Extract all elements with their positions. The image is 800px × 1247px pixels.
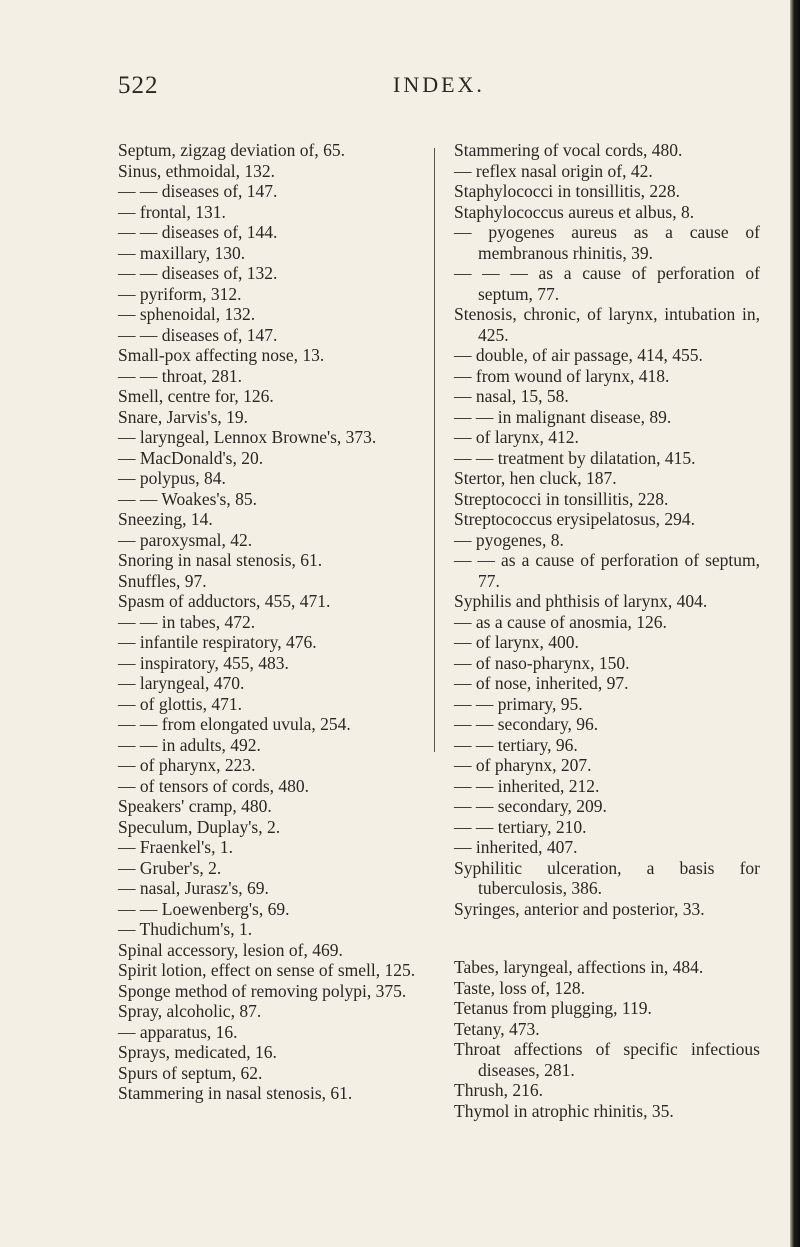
index-entry: Syphilitic ulceration, a basis for tuberculosis, 386.: [454, 857, 760, 898]
index-entry: — — diseases of, 147.: [118, 181, 278, 201]
page-number: 522: [118, 72, 159, 99]
index-entry: Sprays, medicated, 16.: [118, 1042, 277, 1062]
index-entry: — — diseases of, 147.: [118, 324, 278, 345]
index-entry: — of naso-pharynx, 150.: [454, 652, 630, 673]
index-entry: — polypus, 84.: [118, 468, 226, 488]
index-entry: Staphylococcus aureus et albus, 8.: [454, 201, 695, 222]
index-entry: Smell, centre for, 126.: [118, 386, 274, 406]
index-entry: Syphilis and phthisis of larynx, 404.: [454, 591, 708, 611]
index-entry: — infantile respiratory, 476.: [118, 632, 317, 652]
index-entry: — MacDonald's, 20.: [118, 447, 264, 468]
index-entry: — maxillary, 130.: [118, 242, 246, 263]
index-entry: — — as a cause of perforation of septum, 77.: [454, 550, 760, 591]
index-entry: Snuffles, 97.: [118, 570, 207, 591]
index-entry: — — inherited, 212.: [454, 775, 600, 796]
index-entry: — inspiratory, 455, 483.: [118, 652, 289, 673]
index-entry: — — secondary, 96.: [454, 714, 599, 734]
section-gap: [454, 919, 760, 957]
index-entry: Stertor, hen cluck, 187.: [454, 468, 617, 488]
index-entry: — pyogenes, 8.: [454, 529, 564, 550]
index-entry: Sponge method of removing polypi, 375.: [118, 980, 407, 1001]
index-entry: — — throat, 281.: [118, 365, 242, 386]
index-entry: — of pharynx, 207.: [454, 755, 592, 775]
index-entry: Septum, zigzag deviation of, 65.: [118, 140, 345, 160]
index-entry: — pyriform, 312.: [118, 283, 242, 304]
index-entry: Sinus, ethmoidal, 132.: [118, 160, 276, 181]
index-entry: — — tertiary, 210.: [454, 816, 587, 837]
page-header: [118, 72, 718, 112]
index-entry: Tetanus from plugging, 119.: [454, 998, 652, 1018]
index-entry: — laryngeal, 470.: [118, 673, 245, 693]
index-entry: Spasm of adductors, 455, 471.: [118, 591, 331, 611]
index-entry: — paroxysmal, 42.: [118, 529, 253, 550]
index-entry: Sneezing, 14.: [118, 509, 213, 529]
index-entry: — sphenoidal, 132.: [118, 304, 256, 324]
index-entry: — of larynx, 412.: [454, 427, 579, 447]
index-entry: — pyogenes aureus as a cause of membranous rhinitis, 39.: [454, 222, 760, 263]
index-entry: Snoring in nasal stenosis, 61.: [118, 550, 323, 570]
index-entry: Stammering in nasal stenosis, 61.: [118, 1083, 353, 1103]
index-entry: — apparatus, 16.: [118, 1021, 238, 1042]
index-entry: — — in adults, 492.: [118, 734, 261, 755]
index-entry: — — from elongated uvula, 254.: [118, 714, 351, 734]
index-entry: Stammering of vocal cords, 480.: [454, 140, 683, 160]
index-entry: — of nose, inherited, 97.: [454, 673, 629, 693]
index-entry: — Thudichum's, 1.: [118, 919, 253, 939]
index-entry: — of glottis, 471.: [118, 693, 242, 714]
running-title: INDEX.: [393, 72, 485, 97]
index-column-right: [454, 140, 760, 1121]
index-entry: Staphylococci in tonsillitis, 228.: [454, 181, 681, 201]
index-entry: Speakers' cramp, 480.: [118, 796, 272, 816]
index-entry: Syringes, anterior and posterior, 33.: [454, 898, 705, 919]
column-divider: [434, 148, 435, 752]
index-entry: — of larynx, 400.: [454, 632, 579, 652]
index-entry: Thrush, 216.: [454, 1080, 543, 1100]
index-entry: — from wound of larynx, 418.: [454, 365, 670, 386]
index-entry: — frontal, 131.: [118, 201, 226, 222]
index-entry: Throat affections of specific infectious diseases, 281.: [454, 1039, 760, 1080]
index-entry: — — diseases of, 132.: [118, 263, 278, 283]
index-entry: Taste, loss of, 128.: [454, 977, 585, 998]
index-entry: Small-pox affecting nose, 13.: [118, 345, 325, 365]
index-entry: — nasal, Jurasz's, 69.: [118, 878, 269, 898]
index-entry: — of tensors of cords, 480.: [118, 775, 310, 796]
index-entry: — — secondary, 209.: [454, 796, 607, 816]
index-entry: Tetany, 473.: [454, 1018, 540, 1039]
index-entry: — reflex nasal origin of, 42.: [454, 160, 653, 181]
index-entry: Streptococcus erysipelatosus, 294.: [454, 509, 696, 529]
index-entry: Spirit lotion, effect on sense of smell, 125.: [118, 960, 416, 980]
index-entry: — — tertiary, 96.: [454, 734, 578, 755]
index-entry: Tabes, laryngeal, affections in, 484.: [454, 957, 704, 977]
index-entry: Streptococci in tonsillitis, 228.: [454, 488, 669, 509]
index-entry: — — in malignant disease, 89.: [454, 406, 672, 427]
index-entry: — — Loewenberg's, 69.: [118, 898, 290, 919]
index-entry: — — treatment by dilatation, 415.: [454, 447, 696, 468]
index-entry: Stenosis, chronic, of larynx, intubation in, 425.: [454, 304, 760, 345]
index-entry: — — — as a cause of perforation of septum, 77.: [454, 263, 760, 304]
index-entry: — — in tabes, 472.: [118, 611, 256, 632]
index-entry: — nasal, 15, 58.: [454, 386, 569, 406]
index-entry: Spurs of septum, 62.: [118, 1062, 263, 1083]
index-entry: Thymol in atrophic rhinitis, 35.: [454, 1100, 674, 1121]
index-entry: — — Woakes's, 85.: [118, 488, 257, 509]
index-entry: — of pharynx, 223.: [118, 755, 256, 775]
index-entry: — laryngeal, Lennox Browne's, 373.: [118, 427, 377, 447]
index-entry: — double, of air passage, 414, 455.: [454, 345, 703, 365]
index-entry: — as a cause of anosmia, 126.: [454, 611, 667, 632]
index-entry: Speculum, Duplay's, 2.: [118, 816, 281, 837]
index-entry: — — primary, 95.: [454, 693, 583, 714]
index-entry: — Fraenkel's, 1.: [118, 837, 233, 857]
index-column-left: [118, 140, 424, 1104]
index-entry: Spray, alcoholic, 87.: [118, 1001, 262, 1021]
index-entry: — — diseases of, 144.: [118, 222, 278, 242]
page-edge-shadow: [790, 0, 800, 1247]
index-entry: — inherited, 407.: [454, 837, 578, 857]
index-entry: Snare, Jarvis's, 19.: [118, 406, 249, 427]
index-entry: — Gruber's, 2.: [118, 857, 222, 878]
index-entry: Spinal accessory, lesion of, 469.: [118, 939, 343, 960]
